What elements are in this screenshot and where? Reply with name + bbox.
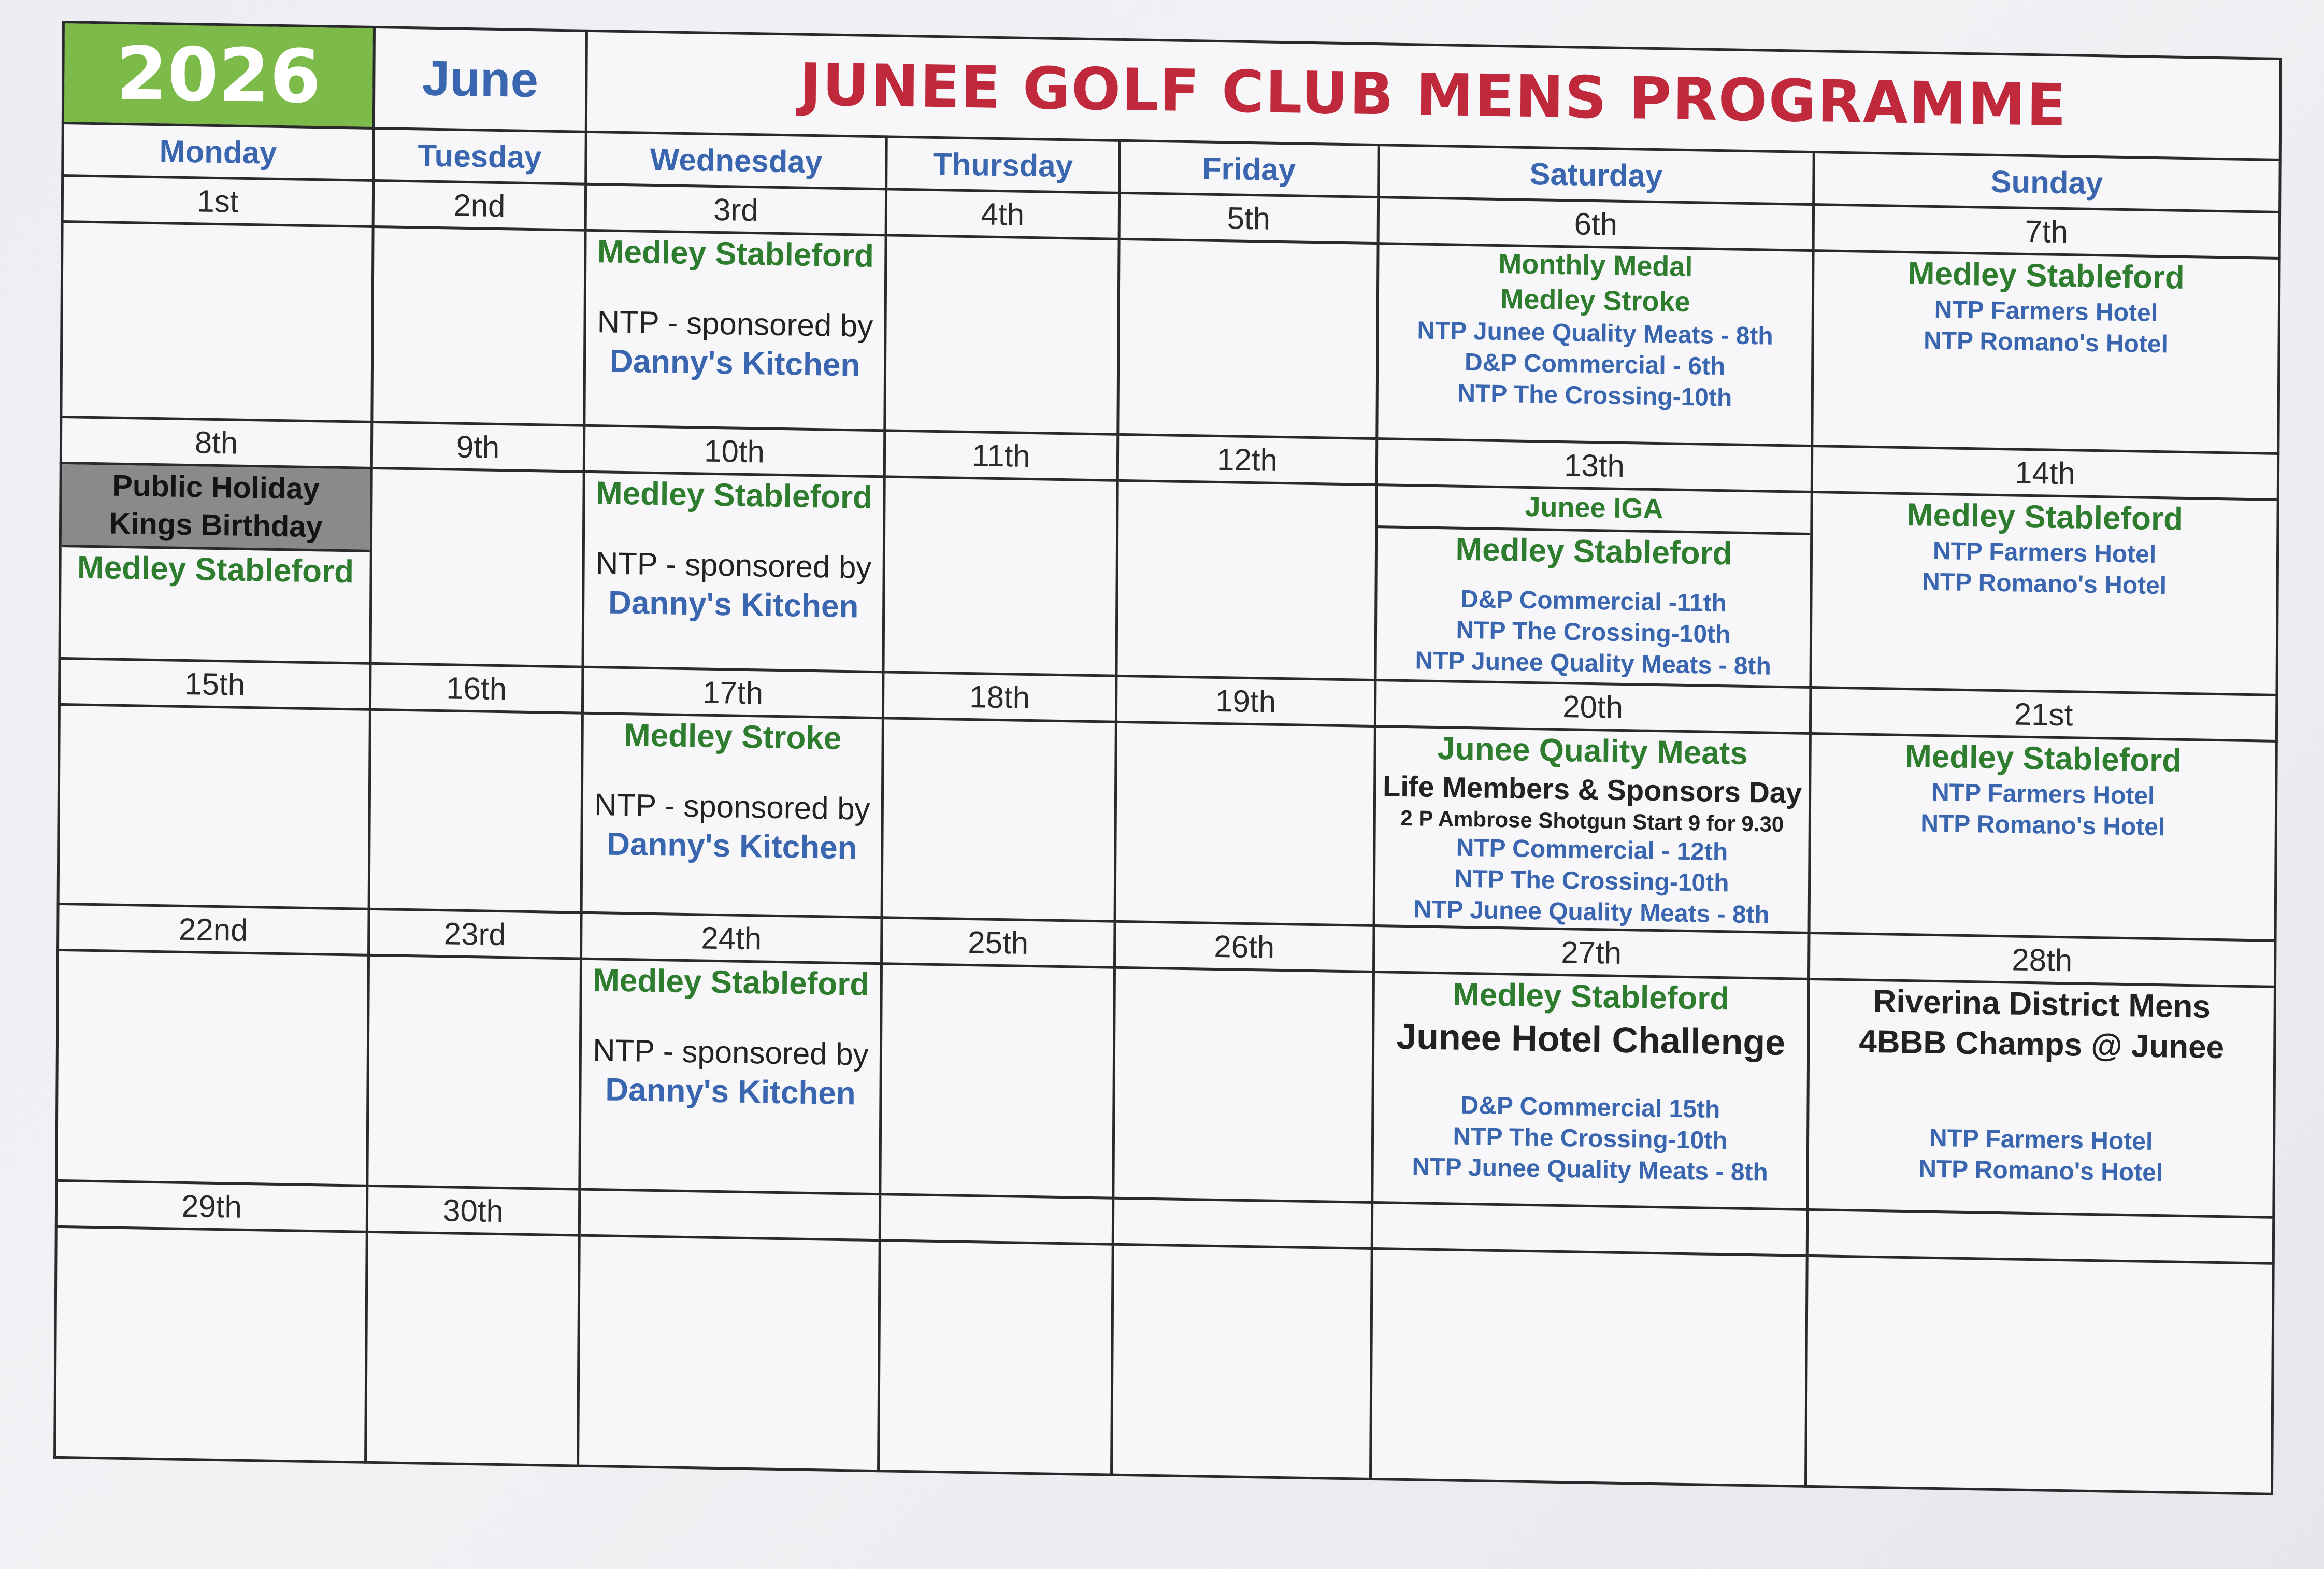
day-cell-empty bbox=[58, 704, 370, 909]
day-cell-empty bbox=[56, 950, 369, 1186]
month-label: June bbox=[374, 27, 586, 132]
date-cell: 3rd bbox=[585, 184, 886, 235]
day-cell-empty bbox=[578, 1235, 880, 1471]
day-cell-empty bbox=[372, 226, 585, 425]
date-cell bbox=[579, 1189, 880, 1240]
day-cell-wednesday bbox=[584, 230, 886, 431]
day-cell-empty bbox=[879, 1240, 1113, 1475]
date-cell: 21st bbox=[1810, 687, 2277, 741]
ntp-sponsor: NTP Junee Quality Meats - 8th bbox=[1415, 647, 1771, 680]
day-cell-saturday bbox=[1375, 485, 1812, 688]
day-cell-empty bbox=[366, 1232, 580, 1466]
holiday-name: Kings Birthday bbox=[109, 506, 323, 544]
day-cell-empty bbox=[1112, 1244, 1372, 1479]
week-4-events bbox=[56, 950, 2275, 1217]
dayname-tuesday: Tuesday bbox=[374, 128, 586, 184]
date-cell: 19th bbox=[1116, 676, 1375, 726]
ntp-sponsor: D&P Commercial -11th bbox=[1460, 585, 1727, 618]
event-name: Medley Stableford bbox=[77, 549, 354, 590]
ntp-sponsor: NTP Romano's Hotel bbox=[1920, 809, 2165, 841]
day-cell-empty bbox=[369, 709, 582, 912]
day-cell-empty bbox=[882, 718, 1116, 921]
event-name: Medley Stableford bbox=[1906, 497, 2184, 537]
day-cell-sunday bbox=[1807, 979, 2275, 1217]
event-name: Medley Stableford bbox=[595, 475, 873, 516]
date-cell: 17th bbox=[582, 667, 883, 718]
event-name: Monthly Medal bbox=[1498, 248, 1693, 283]
date-cell: 23rd bbox=[369, 909, 582, 959]
event-name: Medley Stableford bbox=[593, 962, 870, 1003]
ntp-sponsor: NTP The Crossing-10th bbox=[1453, 1122, 1728, 1155]
event-name: Medley Stableford bbox=[1907, 255, 2185, 296]
ntp-sponsor: NTP Romano's Hotel bbox=[1918, 1155, 2163, 1187]
day-cell-saturday bbox=[1372, 972, 1809, 1210]
ntp-sponsor: NTP Junee Quality Meats - 8th bbox=[1413, 895, 1770, 929]
day-cell-empty bbox=[1113, 967, 1374, 1202]
dayname-monday: Monday bbox=[63, 123, 374, 181]
day-cell-saturday bbox=[1377, 244, 1813, 446]
day-cell-empty bbox=[885, 235, 1119, 434]
day-sponsor: Junee IGA bbox=[1525, 491, 1663, 525]
week-3-events bbox=[58, 704, 2276, 940]
dayname-sunday: Sunday bbox=[1814, 152, 2280, 212]
event-name: Medley Stroke bbox=[623, 717, 842, 757]
day-cell-empty bbox=[1806, 1256, 2274, 1494]
week-2-events bbox=[60, 463, 2278, 695]
event-format: 2 P Ambrose Shotgun Start 9 for 9.30 bbox=[1400, 805, 1784, 836]
date-cell: 2nd bbox=[373, 180, 586, 230]
ntp-sponsor: NTP Romano's Hotel bbox=[1923, 326, 2169, 358]
ntp-sponsor: NTP Romano's Hotel bbox=[1922, 568, 2167, 600]
day-cell-monday bbox=[60, 463, 371, 663]
ntp-label: NTP - sponsored by bbox=[595, 545, 872, 585]
date-cell: 29th bbox=[56, 1180, 367, 1232]
date-cell: 24th bbox=[581, 912, 882, 964]
date-cell: 18th bbox=[883, 672, 1116, 722]
dayname-thursday: Thursday bbox=[886, 137, 1120, 193]
day-cell-empty bbox=[370, 468, 584, 667]
day-cell-sunday bbox=[1809, 733, 2276, 940]
ntp-label: NTP - sponsored by bbox=[592, 1032, 869, 1072]
dayname-wednesday: Wednesday bbox=[586, 132, 887, 189]
date-cell: 28th bbox=[1809, 933, 2275, 987]
date-cell: 10th bbox=[584, 425, 885, 477]
date-cell bbox=[1113, 1198, 1372, 1248]
holiday-label: Public Holiday bbox=[112, 468, 320, 506]
date-cell: 4th bbox=[886, 189, 1120, 239]
event-name: Life Members & Sponsors Day bbox=[1382, 769, 1802, 809]
ntp-sponsor: NTP Junee Quality Meats - 8th bbox=[1417, 317, 1773, 350]
date-cell: 8th bbox=[61, 417, 372, 468]
ntp-sponsor: NTP Commercial - 12th bbox=[1456, 834, 1728, 866]
event-name: Junee Hotel Challenge bbox=[1396, 1016, 1786, 1063]
day-cell-empty bbox=[1371, 1248, 1807, 1486]
day-cell-empty bbox=[883, 477, 1117, 676]
ntp-sponsor: Danny's Kitchen bbox=[608, 584, 859, 625]
date-cell: 5th bbox=[1119, 193, 1379, 243]
event-name: Medley Stableford bbox=[1453, 976, 1730, 1017]
day-cell-empty bbox=[880, 964, 1115, 1198]
date-cell: 30th bbox=[367, 1186, 580, 1235]
ntp-sponsor: NTP The Crossing-10th bbox=[1457, 379, 1732, 412]
date-cell: 20th bbox=[1375, 680, 1811, 734]
page-title: JUNEE GOLF CLUB MENS PROGRAMME bbox=[586, 31, 2280, 160]
date-cell: 13th bbox=[1376, 439, 1812, 492]
day-cell-empty bbox=[1118, 239, 1378, 438]
calendar bbox=[53, 21, 2279, 1560]
ntp-label: NTP - sponsored by bbox=[597, 304, 873, 344]
date-cell: 1st bbox=[62, 176, 374, 227]
date-cell: 6th bbox=[1378, 197, 1814, 251]
ntp-label: NTP - sponsored by bbox=[594, 787, 870, 826]
day-cell-sunday bbox=[1812, 251, 2279, 454]
date-cell: 27th bbox=[1373, 926, 1809, 979]
calendar-table bbox=[53, 21, 2282, 1495]
ntp-sponsor: D&P Commercial 15th bbox=[1460, 1091, 1720, 1124]
ntp-sponsor: NTP Junee Quality Meats - 8th bbox=[1412, 1153, 1768, 1187]
week-5-events bbox=[55, 1226, 2274, 1494]
week-1-events bbox=[61, 222, 2279, 454]
date-cell: 12th bbox=[1117, 434, 1377, 484]
ntp-sponsor: NTP The Crossing-10th bbox=[1454, 865, 1729, 897]
date-cell: 26th bbox=[1115, 921, 1374, 972]
day-cell-empty bbox=[1116, 480, 1376, 680]
day-cell-saturday bbox=[1374, 726, 1810, 933]
day-cell-sunday bbox=[1811, 492, 2278, 695]
day-cell-wednesday bbox=[583, 472, 884, 672]
event-name: 4BBB Champs @ Junee bbox=[1859, 1023, 2225, 1065]
ntp-sponsor: NTP Farmers Hotel bbox=[1932, 537, 2157, 568]
public-holiday-box bbox=[62, 464, 370, 552]
date-cell: 9th bbox=[371, 422, 584, 472]
event-name: Riverina District Mens bbox=[1873, 983, 2211, 1025]
date-cell: 14th bbox=[1812, 446, 2278, 500]
year-label: 2026 bbox=[63, 22, 374, 129]
date-cell: 15th bbox=[59, 658, 370, 709]
event-name: Medley Stableford bbox=[1904, 738, 2182, 779]
dayname-friday: Friday bbox=[1120, 140, 1379, 197]
ntp-sponsor: NTP The Crossing-10th bbox=[1456, 616, 1731, 649]
day-cell-wednesday bbox=[581, 713, 883, 918]
date-cell: 16th bbox=[370, 663, 583, 713]
ntp-sponsor: D&P Commercial - 6th bbox=[1464, 348, 1726, 381]
ntp-sponsor: Danny's Kitchen bbox=[605, 1071, 856, 1111]
date-cell: 22nd bbox=[58, 904, 369, 955]
date-cell: 25th bbox=[882, 918, 1115, 967]
day-cell-empty bbox=[1115, 722, 1375, 925]
date-cell bbox=[880, 1194, 1113, 1244]
event-name: Medley Stableford bbox=[597, 234, 874, 274]
day-sponsor: Junee Quality Meats bbox=[1437, 731, 1748, 772]
ntp-sponsor: NTP Farmers Hotel bbox=[1934, 295, 2158, 327]
date-cell bbox=[1372, 1202, 1807, 1256]
ntp-sponsor: NTP Farmers Hotel bbox=[1931, 778, 2155, 810]
event-name: Medley Stroke bbox=[1500, 283, 1690, 318]
date-cell: 11th bbox=[884, 431, 1118, 480]
date-cell: 7th bbox=[1813, 205, 2280, 259]
dayname-saturday: Saturday bbox=[1379, 145, 1814, 205]
day-cell-empty bbox=[61, 222, 373, 422]
day-cell-empty bbox=[367, 955, 581, 1189]
event-name: Medley Stableford bbox=[1455, 531, 1732, 572]
day-cell-empty bbox=[55, 1226, 367, 1462]
sponsor-box bbox=[1378, 486, 1810, 535]
ntp-sponsor: Danny's Kitchen bbox=[609, 343, 860, 383]
date-cell bbox=[1807, 1209, 2274, 1263]
day-cell-wednesday bbox=[580, 959, 882, 1194]
ntp-sponsor: Danny's Kitchen bbox=[607, 825, 857, 866]
ntp-sponsor: NTP Farmers Hotel bbox=[1929, 1124, 2153, 1156]
